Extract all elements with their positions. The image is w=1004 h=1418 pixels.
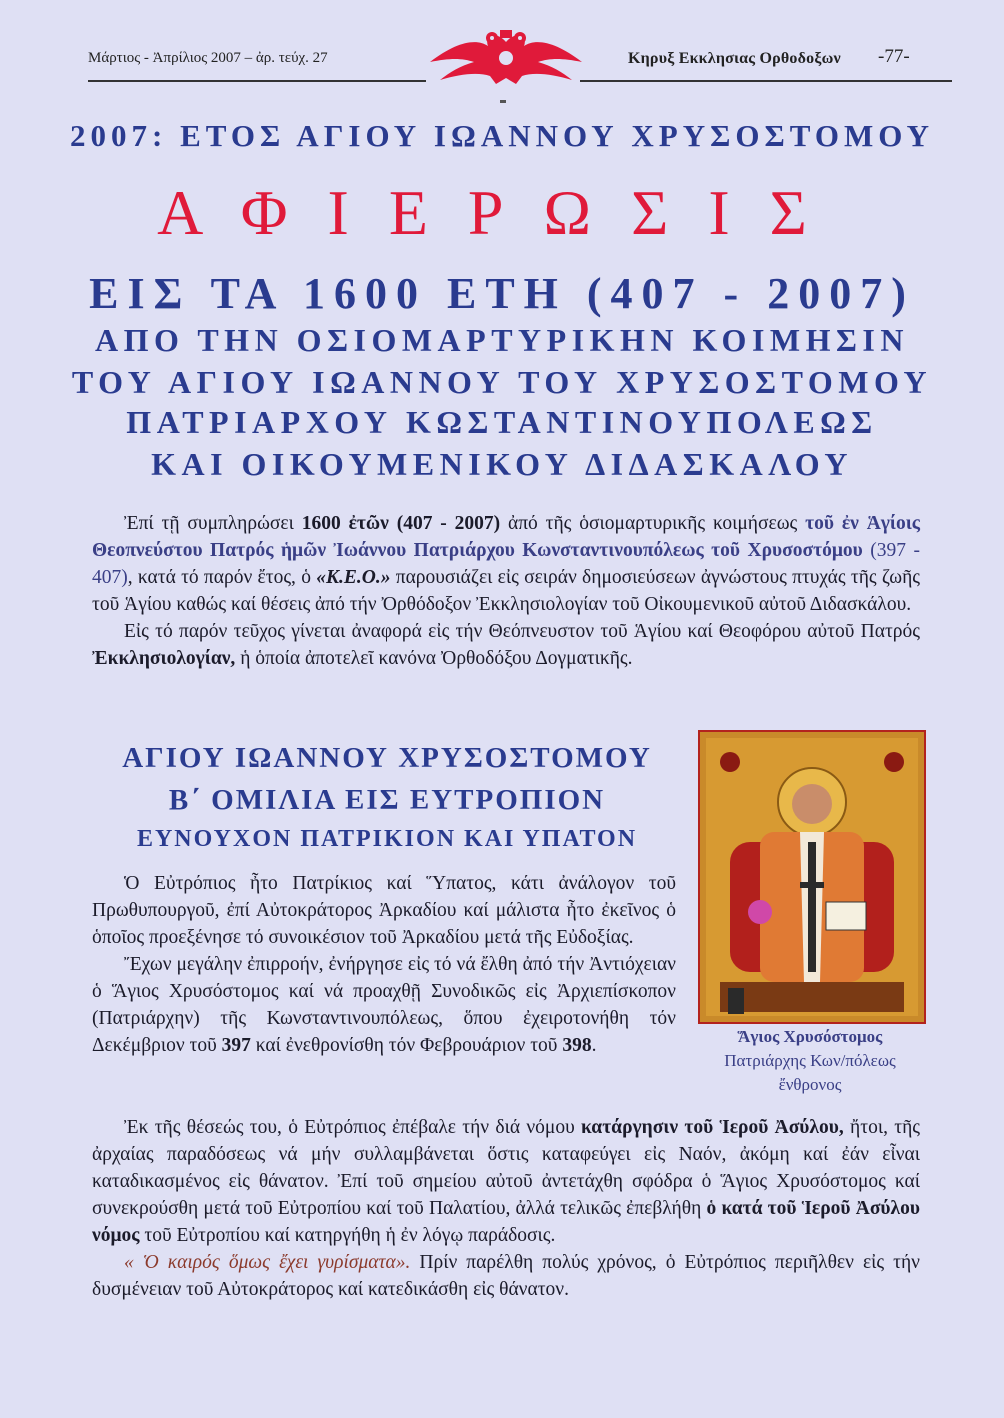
header-rule-left — [88, 80, 426, 82]
intro-paragraph-1: Ἐπί τῇ συμπληρώσει 1600 ἐτῶν (407 - 2007) ἀπό τῆς ὁσιομαρτυρικῆς κοιμήσεως τοῦ ἐν Ἁγίοις Θεοπνεύστου Πατρός ἡμῶν Ἰωάννου Πατριάρχου Κωνσταντινουπόλεως τοῦ Χρυσοστόμου (397 - 407), κατά τό παρόν ἔτος, ὁ «Κ.Ε.Ο.» παρουσιάζει εἰς σειράν δημοσιεύσεων ἀγνώστους πτυχάς τῆς ζωῆς τοῦ Ἁγίου καθώς καί θέσεις ἀπό τήν Ὀρθόδοξον Ἐκκλησιολογίαν τοῦ Οἰκουμενικοῦ αὐτοῦ Διδασκάλου. — [92, 513, 921, 615]
header-rule-right — [580, 80, 952, 82]
body-column-text — [92, 870, 676, 1059]
intro-text — [92, 510, 920, 672]
subtitle-line-1: ΑΠΟ ΤΗΝ ΟΣΙΟΜΑΡΤΥΡΙΚΗΝ ΚΟΙΜΗΣΙΝ — [95, 322, 909, 358]
icon-caption-type: ἔνθρονος — [778, 1075, 842, 1094]
intro-paragraph-2: Εἰς τό παρόν τεῦχος γίνεται ἀναφορά εἰς τήν Θεόπνευστον τοῦ Ἁγίου καί Θεοφόρου αὐτοῦ Πατρός Ἐκκλησιολογίαν, ἡ ὁποία ἀποτελεῖ κανόνα Ὀρθοδόξου Δογματικῆς. — [92, 621, 920, 669]
divider-mark — [500, 100, 506, 103]
body-paragraph-4: « Ὁ καιρός ὅμως ἔχει γυρίσματα». Πρίν παρέλθη πολύς χρόνος, ὁ Εὐτρόπιος περιῆλθεν εἰς τήν δυσμένειαν τοῦ Αὐτοκράτορος καί κατεδικάσθη εἰς θάνατον. — [92, 1252, 920, 1300]
body-full-text — [92, 1114, 920, 1303]
journal-name: Κηρυξ Εκκλησιας Ορθοδοξων — [628, 50, 841, 67]
double-headed-eagle-icon — [426, 28, 586, 90]
section-title-homily: Β΄ ΟΜΙΛΙΑ ΕΙΣ ΕΥΤΡΟΠΙΟΝ — [168, 784, 606, 816]
issue-info: Μάρτιος - Ἀπρίλιος 2007 – ἀρ. τεύχ. 27 — [88, 50, 328, 66]
page-header — [60, 30, 950, 90]
body-paragraph-3: Ἐκ τῆς θέσεώς του, ὁ Εὐτρόπιος ἐπέβαλε τήν διά νόμου κατάργησιν τοῦ Ἱεροῦ Ἀσύλου, ἤτοι, τῆς ἀρχαίας παραδόσεως νά μήν συλλαμβάνεται ὅστις καταφεύγει εἰς Ναόν, ἀκόμη καί ἐάν εἶναι καταδικασμένος εἰς θάνατον. Ἐπί τοῦ σημείου αὐτοῦ ἀντετάχθη σφόδρα ὁ Ἅγιος Χρυσόστομος καί συνεκρούσθη μετά τοῦ Εὐτροπίου καί τοῦ Παλατίου, ἀλλά τελικῶς ἐπεβλήθη ὁ κατά τοῦ Ἱεροῦ Ἀσύλου νόμος τοῦ Εὐτροπίου καί κατηργήθη ἡ ἐν λόγῳ παράδοσις. — [92, 1117, 921, 1246]
icon-caption-title: Πατριάρχης Κων/πόλεως — [724, 1051, 896, 1070]
body-paragraph-1: Ὁ Εὐτρόπιος ἦτο Πατρίκιος καί Ὕπατος, κάτι ἀνάλογον τοῦ Πρωθυπουργοῦ, ἐπί Αὐτοκράτορος Ἀρκαδίου καί μάλιστα ἦτο ἐκεῖνος ὁ ὁποῖος προεξένησε τό συνοικέσιον τοῦ Ἀρκαδίου μετά τῆς Εὐδοξίας. — [92, 873, 676, 948]
year-title: 2007: ΕΤΟΣ ΑΓΙΟΥ ΙΩΑΝΝΟΥ ΧΡΥΣΟΣΤΟΜΟΥ — [70, 118, 934, 153]
section-title-author: ΑΓΙΟΥ ΙΩΑΝΝΟΥ ΧΡΥΣΟΣΤΟΜΟΥ — [122, 742, 652, 774]
icon-illustration — [700, 732, 924, 1022]
anniversary-title: ΕΙΣ ΤΑ 1600 ΕΤΗ (407 - 2007) — [89, 269, 915, 318]
subtitle-line-2: ΤΟΥ ΑΓΙΟΥ ΙΩΑΝΝΟΥ ΤΟΥ ΧΡΥΣΟΣΤΟΜΟΥ — [71, 364, 933, 400]
subtitle-line-4: ΚΑΙ ΟΙΚΟΥΜΕΝΙΚΟΥ ΔΙΔΑΣΚΑΛΟΥ — [151, 446, 853, 482]
section-title-subject: ΕΥΝΟΥΧΟΝ ΠΑΤΡΙΚΙΟΝ ΚΑΙ ΥΠΑΤΟΝ — [136, 826, 638, 852]
page-number: -77- — [878, 46, 910, 67]
saint-icon-image — [698, 730, 926, 1024]
body-paragraph-2: Ἔχων μεγάλην ἐπιρροήν, ἐνήργησε εἰς τό νά ἔλθη ἀπό τήν Ἀντιόχειαν ὁ Ἅγιος Χρυσόστομος καί νά προαχθῇ Συνοδικῶς εἰς Ἀρχιεπίσκοπον (Πατριάρχην) τῆς Κωνσταντινουπόλεως, ὅπου ἐχειροτονήθη τόν Δεκέμβριον τοῦ 397 καί ἐνεθρονίσθη τόν Φεβρουάριον τοῦ 398. — [92, 954, 676, 1056]
subtitle-line-3: ΠΑΤΡΙΑΡΧΟΥ ΚΩΣΤΑΝΤΙΝΟΥΠΟΛΕΩΣ — [126, 404, 878, 440]
dedication-title: ΑΦΙΕΡΩΣΙΣ — [157, 177, 847, 248]
icon-caption-name: Ἅγιος Χρυσόστομος — [737, 1027, 883, 1046]
